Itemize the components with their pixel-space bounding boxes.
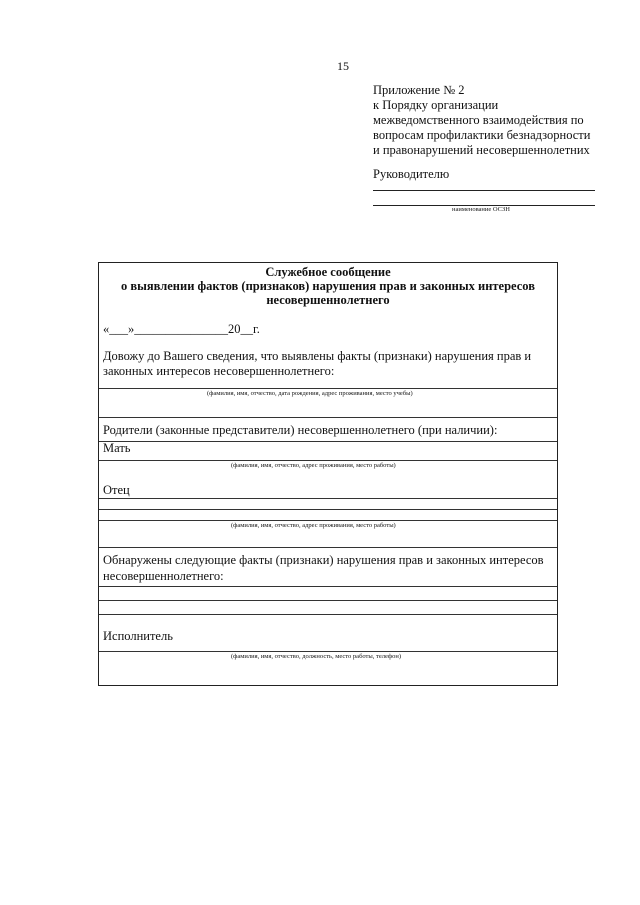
mother-label: Мать (103, 441, 131, 455)
father-label: Отец (103, 483, 130, 497)
appendix-line: к Порядку организации (373, 98, 499, 112)
appendix-line: и правонарушений несовершеннолетних (373, 143, 590, 157)
service-message-form (98, 262, 558, 686)
addressee-line-1[interactable] (373, 190, 595, 191)
minor-caption: (фамилия, имя, отчество, дата рождения, адрес проживания, место учебы) (207, 390, 413, 397)
parents-line[interactable] (99, 441, 557, 442)
form-title-line: Служебное сообщение (265, 265, 391, 279)
father-caption: (фамилия, имя, отчество, адрес проживания, место работы) (231, 522, 396, 529)
addressee-label: Руководителю (373, 167, 450, 181)
executor-line[interactable] (99, 651, 557, 652)
facts-line[interactable] (99, 586, 557, 587)
father-info-line[interactable] (99, 520, 557, 521)
facts-text: Обнаружены следующие факты (признаки) нарушения прав и законных интересов (103, 553, 544, 567)
facts-line[interactable] (99, 614, 557, 615)
date-line[interactable]: «___»_______________20__г. (103, 322, 260, 336)
father-info-line[interactable] (99, 509, 557, 510)
executor-caption: (фамилия, имя, отчество, должность, место работы, телефон) (231, 653, 402, 660)
father-info-line[interactable] (99, 498, 557, 499)
intro-text: законных интересов несовершеннолетнего: (103, 364, 335, 378)
minor-info-line[interactable] (99, 417, 557, 418)
appendix-line: Приложение № 2 (373, 83, 465, 97)
appendix-line: межведомственного взаимодействия по (373, 113, 584, 127)
addressee-caption: наименование ОСЗН (452, 206, 510, 213)
mother-caption: (фамилия, имя, отчество, адрес проживания, место работы) (231, 462, 396, 469)
facts-text: несовершеннолетнего: (103, 569, 224, 583)
minor-info-line[interactable] (99, 388, 557, 389)
appendix-line: вопросам профилактики безнадзорности (373, 128, 591, 142)
form-title-line: несовершеннолетнего (266, 293, 390, 307)
facts-line[interactable] (99, 600, 557, 601)
form-title-line: о выявлении фактов (признаков) нарушения прав и законных интересов (121, 279, 535, 293)
facts-separator (99, 547, 557, 548)
intro-text: Довожу до Вашего сведения, что выявлены факты (признаки) нарушения прав и (103, 349, 532, 363)
page-number: 15 (337, 59, 349, 73)
executor-label: Исполнитель (103, 629, 173, 643)
mother-info-line[interactable] (99, 460, 557, 461)
appendix-block (373, 83, 590, 158)
parents-label: Родители (законные представители) несовершеннолетнего (при наличии): (103, 423, 498, 437)
